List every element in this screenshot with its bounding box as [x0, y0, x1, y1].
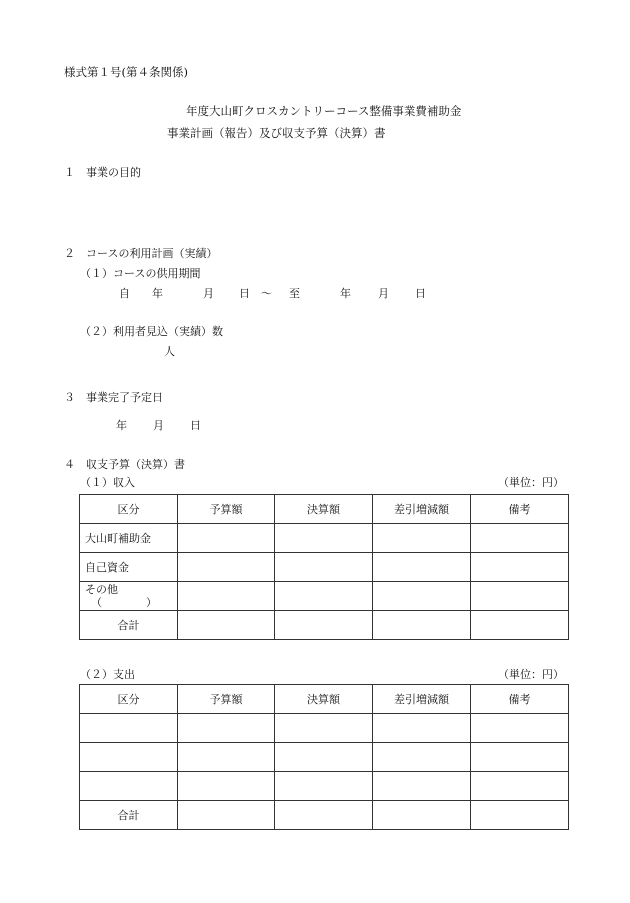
- completion-day: 日: [190, 419, 201, 432]
- section-3-heading: [64, 391, 163, 405]
- cell-remarks[interactable]: [471, 743, 569, 772]
- period-month-2: 月: [378, 287, 389, 300]
- table-row: [80, 553, 569, 582]
- section-2-heading: [64, 247, 217, 261]
- cell-budget[interactable]: [178, 801, 275, 830]
- header-budget: 予算額: [178, 495, 275, 524]
- row-label-other: [80, 582, 178, 611]
- expense-title: （２）支出: [80, 668, 135, 681]
- header-settlement: 決算額: [275, 495, 373, 524]
- cell-remarks[interactable]: [471, 582, 569, 611]
- cell-remarks[interactable]: [471, 801, 569, 830]
- cell-settlement[interactable]: [275, 714, 373, 743]
- header-settlement: 決算額: [275, 685, 373, 714]
- section-4-number: ４: [64, 458, 75, 471]
- cell-remarks[interactable]: [471, 553, 569, 582]
- period-day-1: 日: [239, 287, 250, 300]
- cell-remarks[interactable]: [471, 772, 569, 801]
- table-row: [80, 582, 569, 611]
- header-remarks: 備考: [471, 495, 569, 524]
- cell-settlement[interactable]: [275, 611, 373, 640]
- form-number: 様式第１号(第４条関係): [64, 65, 188, 79]
- income-title: （１）収入: [80, 476, 135, 489]
- table-row: [80, 524, 569, 553]
- period-month-1: 月: [203, 287, 214, 300]
- cell-remarks[interactable]: [471, 714, 569, 743]
- cell-budget[interactable]: [178, 611, 275, 640]
- cell-remarks[interactable]: [471, 611, 569, 640]
- cell-budget[interactable]: [178, 553, 275, 582]
- cell-category[interactable]: [80, 772, 178, 801]
- users-estimate-label: （２）利用者見込（実績）数: [80, 325, 223, 338]
- income-table: [79, 494, 569, 640]
- cell-budget[interactable]: [178, 743, 275, 772]
- cell-settlement[interactable]: [275, 743, 373, 772]
- cell-difference[interactable]: [373, 524, 471, 553]
- section-4-heading: [64, 458, 185, 472]
- section-1-heading: [64, 166, 141, 180]
- table-total-row: [80, 801, 569, 830]
- completion-month: 月: [153, 419, 164, 432]
- row-label: 自己資金: [80, 553, 178, 582]
- section-1-label: 事業の目的: [86, 166, 141, 179]
- cell-settlement[interactable]: [275, 553, 373, 582]
- section-4-label: 収支予算（決算）書: [86, 458, 185, 471]
- section-3-label: 事業完了予定日: [86, 391, 163, 404]
- cell-category[interactable]: [80, 743, 178, 772]
- cell-difference[interactable]: [373, 582, 471, 611]
- header-difference: 差引増減額: [373, 685, 471, 714]
- usage-period-label: （１）コースの供用期間: [80, 267, 201, 280]
- table-row: [80, 772, 569, 801]
- cell-settlement[interactable]: [275, 801, 373, 830]
- header-category: 区分: [80, 685, 178, 714]
- cell-difference[interactable]: [373, 772, 471, 801]
- cell-settlement[interactable]: [275, 772, 373, 801]
- section-2-label: コースの利用計画（実績）: [86, 247, 218, 260]
- cell-difference[interactable]: [373, 801, 471, 830]
- cell-difference[interactable]: [373, 714, 471, 743]
- row-label-total: 合計: [80, 611, 178, 640]
- row-label-other-text: その他: [85, 583, 118, 596]
- period-year-2: 年: [340, 287, 351, 300]
- row-label-other-paren: （ ）: [91, 596, 157, 609]
- cell-difference[interactable]: [373, 611, 471, 640]
- users-unit: 人: [164, 345, 175, 358]
- row-label: 大山町補助金: [80, 524, 178, 553]
- expense-unit: （単位：円）: [498, 668, 564, 681]
- table-header-row: [80, 495, 569, 524]
- table-total-row: [80, 611, 569, 640]
- cell-budget[interactable]: [178, 524, 275, 553]
- period-to: 至: [289, 287, 300, 300]
- section-3-number: ３: [64, 391, 75, 404]
- period-tilde: 〜: [261, 287, 272, 300]
- table-header-row: [80, 685, 569, 714]
- document-subtitle: 事業計画（報告）及び収支予算（決算）書: [167, 126, 386, 140]
- cell-budget[interactable]: [178, 714, 275, 743]
- header-difference: 差引増減額: [373, 495, 471, 524]
- header-budget: 予算額: [178, 685, 275, 714]
- cell-budget[interactable]: [178, 582, 275, 611]
- section-2-number: ２: [64, 247, 75, 260]
- cell-difference[interactable]: [373, 553, 471, 582]
- table-row: [80, 714, 569, 743]
- cell-settlement[interactable]: [275, 524, 373, 553]
- cell-settlement[interactable]: [275, 582, 373, 611]
- cell-remarks[interactable]: [471, 524, 569, 553]
- expense-table: [79, 684, 569, 830]
- completion-year: 年: [116, 419, 127, 432]
- cell-difference[interactable]: [373, 743, 471, 772]
- row-label-total: 合計: [80, 801, 178, 830]
- cell-category[interactable]: [80, 714, 178, 743]
- header-remarks: 備考: [471, 685, 569, 714]
- table-row: [80, 743, 569, 772]
- cell-budget[interactable]: [178, 772, 275, 801]
- header-category: 区分: [80, 495, 178, 524]
- period-from: 自: [119, 287, 130, 300]
- period-year-1: 年: [152, 287, 163, 300]
- period-day-2: 日: [415, 287, 426, 300]
- document-title: 年度大山町クロスカントリーコース整備事業費補助金: [186, 104, 462, 118]
- section-1-number: １: [64, 166, 75, 179]
- income-unit: （単位：円）: [498, 476, 564, 489]
